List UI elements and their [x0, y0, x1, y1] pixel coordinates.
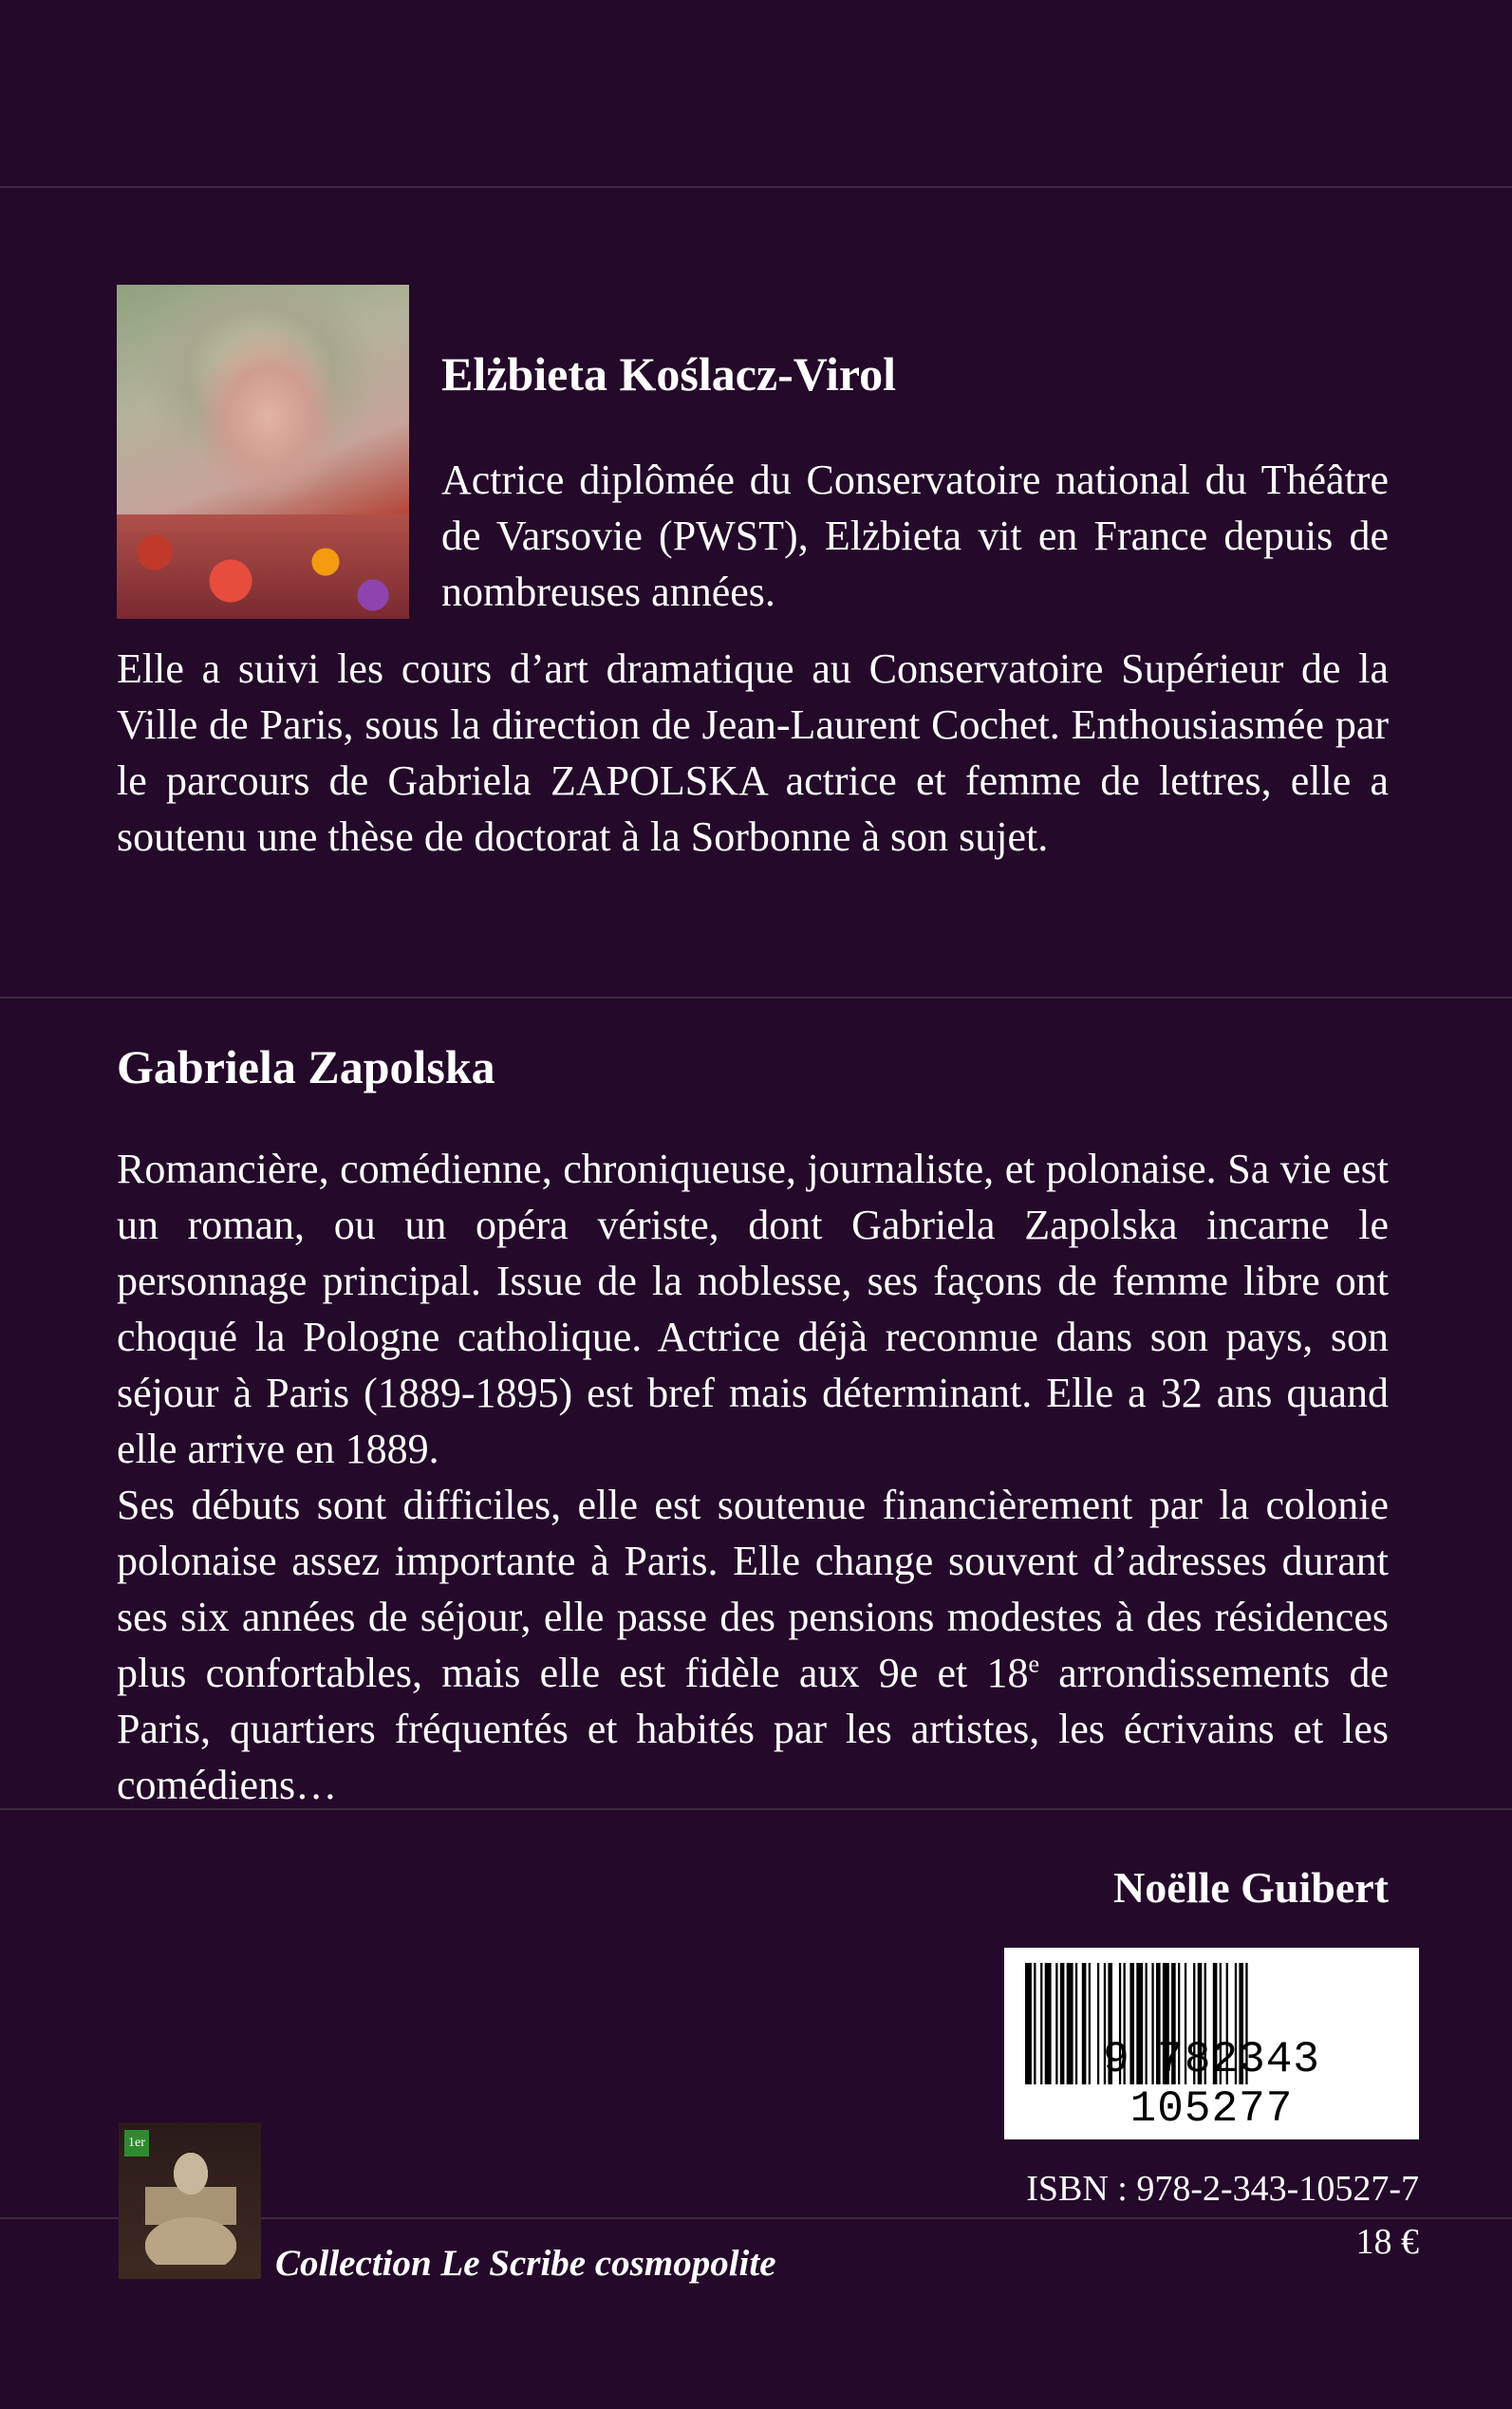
subject-paragraph-2: [117, 1477, 1389, 1813]
author-portrait: [117, 285, 409, 619]
portrait-scarf: [117, 514, 409, 619]
barcode: [1004, 1948, 1419, 2139]
top-rule: [0, 186, 1512, 188]
author-bio-more-text: Elle a suivi les cours d’art dramatique au Conservatoire Supérieur de la Ville de Paris, sous la direction de Jean-Laurent Cochet. Enthousiasmée par le parcours de Gabriela ZAPOLSKA actrice et femme de lettres, elle a soutenu une thèse de doctorat à la Sorbonne à son sujet.: [117, 645, 1389, 860]
subject-paragraph-2-b: arrondissements de Paris, quartiers fréquentés et habités par les artistes, les écrivains et les comédiens…: [117, 1650, 1389, 1808]
collection-name: Collection Le Scribe cosmopolite: [275, 2243, 776, 2284]
author-name: Elżbieta Koślacz-Virol: [441, 347, 897, 401]
author-bio-lead: [441, 452, 1389, 620]
subject-paragraph-2-a: Ses débuts sont difficiles, elle est soutenue financièrement par la colonie polonaise assez importante à Paris. Elle change souvent d’adresses durant ses six années de séjour, elle passe des pensions modestes à des résidences plus confortables, mais elle est fidèle aux 9e et 18: [117, 1482, 1389, 1696]
logo-badge: 1er: [124, 2130, 149, 2157]
price: 18 €: [1355, 2222, 1419, 2262]
author-bio-lead-text: Actrice diplômée du Conservatoire national du Théâtre de Varsovie (PWST), Elżbieta vit en France depuis de nombreuses années.: [441, 457, 1389, 615]
isbn: ISBN : 978-2-343-10527-7: [1026, 2169, 1419, 2209]
subject-title: Gabriela Zapolska: [117, 1040, 495, 1093]
barcode-digits: 9 782343 105277: [1103, 2035, 1320, 2134]
author-bio-more: [117, 641, 1389, 865]
signature: Noëlle Guibert: [1113, 1863, 1389, 1912]
subject-description: [117, 1141, 1389, 1813]
scribe-statue-icon: [145, 2151, 236, 2265]
subject-paragraph-1: Romancière, comédienne, chroniqueuse, journaliste, et polonaise. Sa vie est un roman, ou un opéra vériste, dont Gabriela Zapolska incarne le personnage principal. Issue de la noblesse, ses façons de femme libre ont choqué la Pologne catholique. Actrice déjà reconnue dans son pays, son séjour à Paris (1889-1895) est bref mais déterminant. Elle a 32 ans quand elle arrive en 1889.: [117, 1146, 1389, 1472]
middle-rule: [0, 997, 1512, 999]
publisher-logo: [119, 2122, 261, 2279]
superscript-e: e: [1028, 1650, 1040, 1678]
